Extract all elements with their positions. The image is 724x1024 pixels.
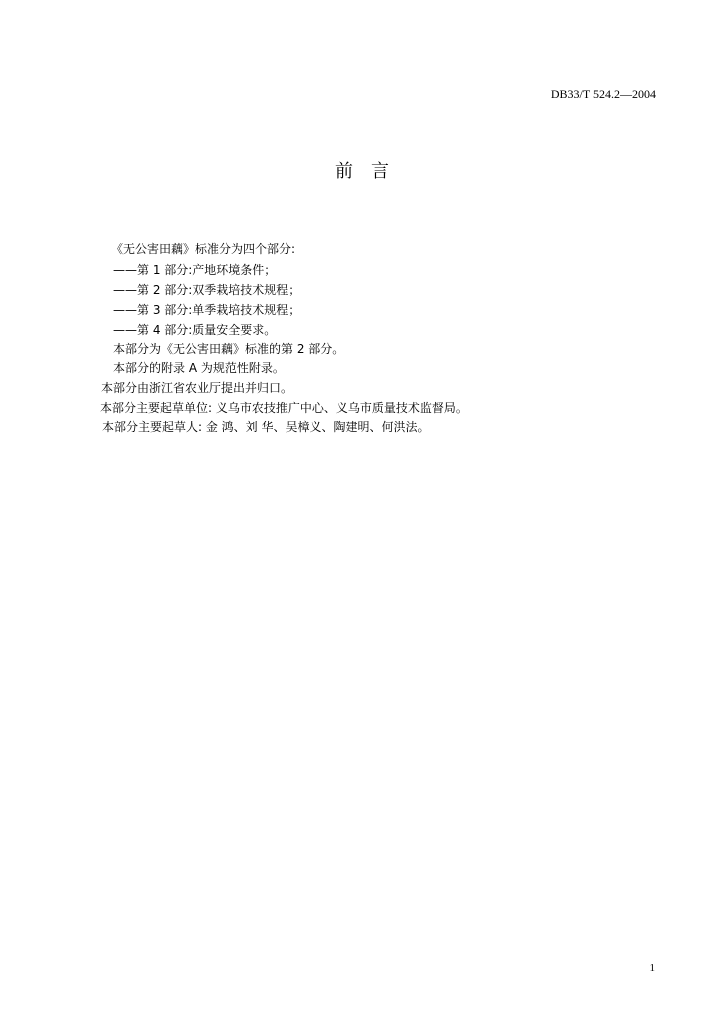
paragraph-appendix: 本部分的附录 A 为规范性附录。 bbox=[113, 361, 285, 375]
list-item-part-3: ——第 3 部分:单季栽培技术规程； bbox=[113, 303, 301, 317]
paragraph-drafting-units: 本部分主要起草单位: 义乌市农技推广中心、义乌市质量技术监督局。 bbox=[100, 401, 468, 415]
page-number: 1 bbox=[649, 962, 655, 974]
paragraph-this-part: 本部分为《无公害田藕》标准的第 2 部分。 bbox=[113, 342, 345, 356]
paragraph-standard-parts: 《无公害田藕》标准分为四个部分: bbox=[111, 242, 296, 256]
paragraph-drafters: 本部分主要起草人: 金 鸿、刘 华、吴樟义、陶建明、何洪法。 bbox=[102, 420, 430, 434]
list-item-part-1: ——第 1 部分:产地环境条件； bbox=[113, 263, 277, 277]
list-item-part-4: ——第 4 部分:质量安全要求。 bbox=[113, 323, 277, 337]
list-item-part-2: ——第 2 部分:双季栽培技术规程； bbox=[113, 283, 301, 297]
paragraph-proposer: 本部分由浙江省农业厅提出并归口。 bbox=[101, 381, 294, 395]
document-code: DB33/T 524.2—2004 bbox=[550, 87, 656, 101]
page-title: 前言 bbox=[335, 161, 407, 182]
